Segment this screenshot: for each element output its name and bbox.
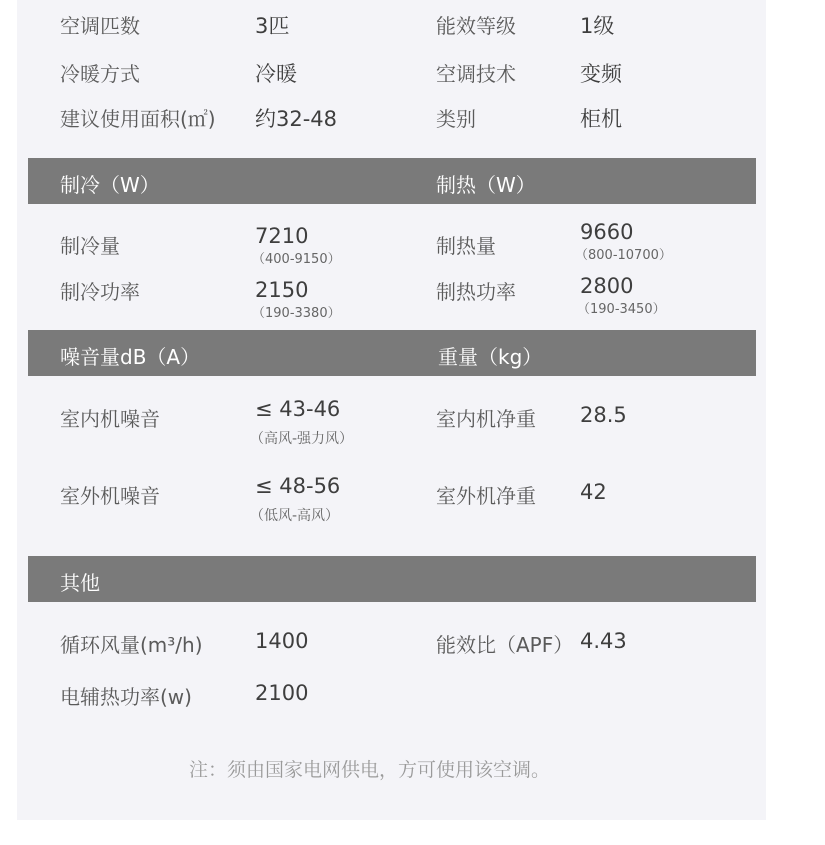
spec-label-heating-capacity: 制热量: [436, 234, 496, 258]
noise-header: 噪音量dB（A）: [60, 345, 201, 369]
footnote: 注：须由国家电网供电，方可使用该空调。: [189, 759, 551, 781]
spec-label-cooling-capacity: 制冷量: [60, 234, 120, 258]
spec-range-heating-capacity: （800-10700）: [575, 248, 672, 263]
spec-label-outdoor-weight: 室外机净重: [436, 484, 536, 508]
spec-range-cooling-power: （190-3380）: [252, 306, 341, 321]
spec-value-indoor-weight: 28.5: [580, 403, 627, 427]
spec-value-aux-heat-power: 2100: [255, 681, 309, 705]
spec-range-cooling-capacity: （400-9150）: [252, 252, 341, 267]
spec-label-mode: 冷暖方式: [60, 62, 140, 86]
spec-range-heating-power: （190-3450）: [577, 302, 666, 317]
spec-value-apf: 4.43: [580, 629, 627, 653]
spec-value-technology: 变频: [580, 62, 622, 86]
spec-value-cooling-capacity: 7210: [255, 224, 309, 248]
spec-value-horsepower: 3匹: [255, 14, 290, 38]
spec-label-indoor-weight: 室内机净重: [436, 407, 536, 431]
heating-header: 制热（W）: [436, 173, 536, 197]
spec-value-heating-power: 2800: [580, 274, 634, 298]
spec-value-mode: 冷暖: [255, 62, 297, 86]
weight-header: 重量（kg）: [438, 345, 543, 369]
spec-label-airflow: 循环风量(m³/h): [60, 633, 203, 657]
section-header-noise-weight: [28, 330, 756, 376]
spec-value-outdoor-weight: 42: [580, 480, 607, 504]
spec-label-horsepower: 空调匹数: [60, 14, 140, 38]
spec-value-airflow: 1400: [255, 629, 309, 653]
other-header: 其他: [60, 571, 100, 595]
spec-range-indoor-noise: （高风-强力风）: [250, 431, 354, 447]
section-header-other: [28, 556, 756, 602]
spec-value-category: 柜机: [580, 107, 622, 131]
spec-label-aux-heat-power: 电辅热功率(w): [60, 685, 192, 709]
spec-value-heating-capacity: 9660: [580, 220, 634, 244]
spec-value-outdoor-noise: ≤ 48-56: [255, 474, 341, 498]
spec-label-apf: 能效比（APF）: [436, 633, 574, 657]
spec-label-outdoor-noise: 室外机噪音: [60, 484, 160, 508]
spec-value-efficiency-grade: 1级: [580, 14, 615, 38]
section-header-cooling-heating: [28, 158, 756, 204]
spec-value-indoor-noise: ≤ 43-46: [255, 397, 341, 421]
spec-label-area: 建议使用面积(㎡): [60, 107, 216, 131]
spec-label-efficiency-grade: 能效等级: [436, 14, 516, 38]
spec-value-area: 约32-48: [255, 107, 338, 131]
spec-range-outdoor-noise: （低风-高风）: [250, 508, 340, 524]
spec-label-technology: 空调技术: [436, 62, 516, 86]
spec-label-cooling-power: 制冷功率: [60, 280, 140, 304]
spec-label-heating-power: 制热功率: [436, 280, 516, 304]
spec-label-indoor-noise: 室内机噪音: [60, 407, 160, 431]
cooling-header: 制冷（W）: [60, 173, 160, 197]
spec-value-cooling-power: 2150: [255, 278, 309, 302]
spec-label-category: 类别: [436, 107, 476, 131]
